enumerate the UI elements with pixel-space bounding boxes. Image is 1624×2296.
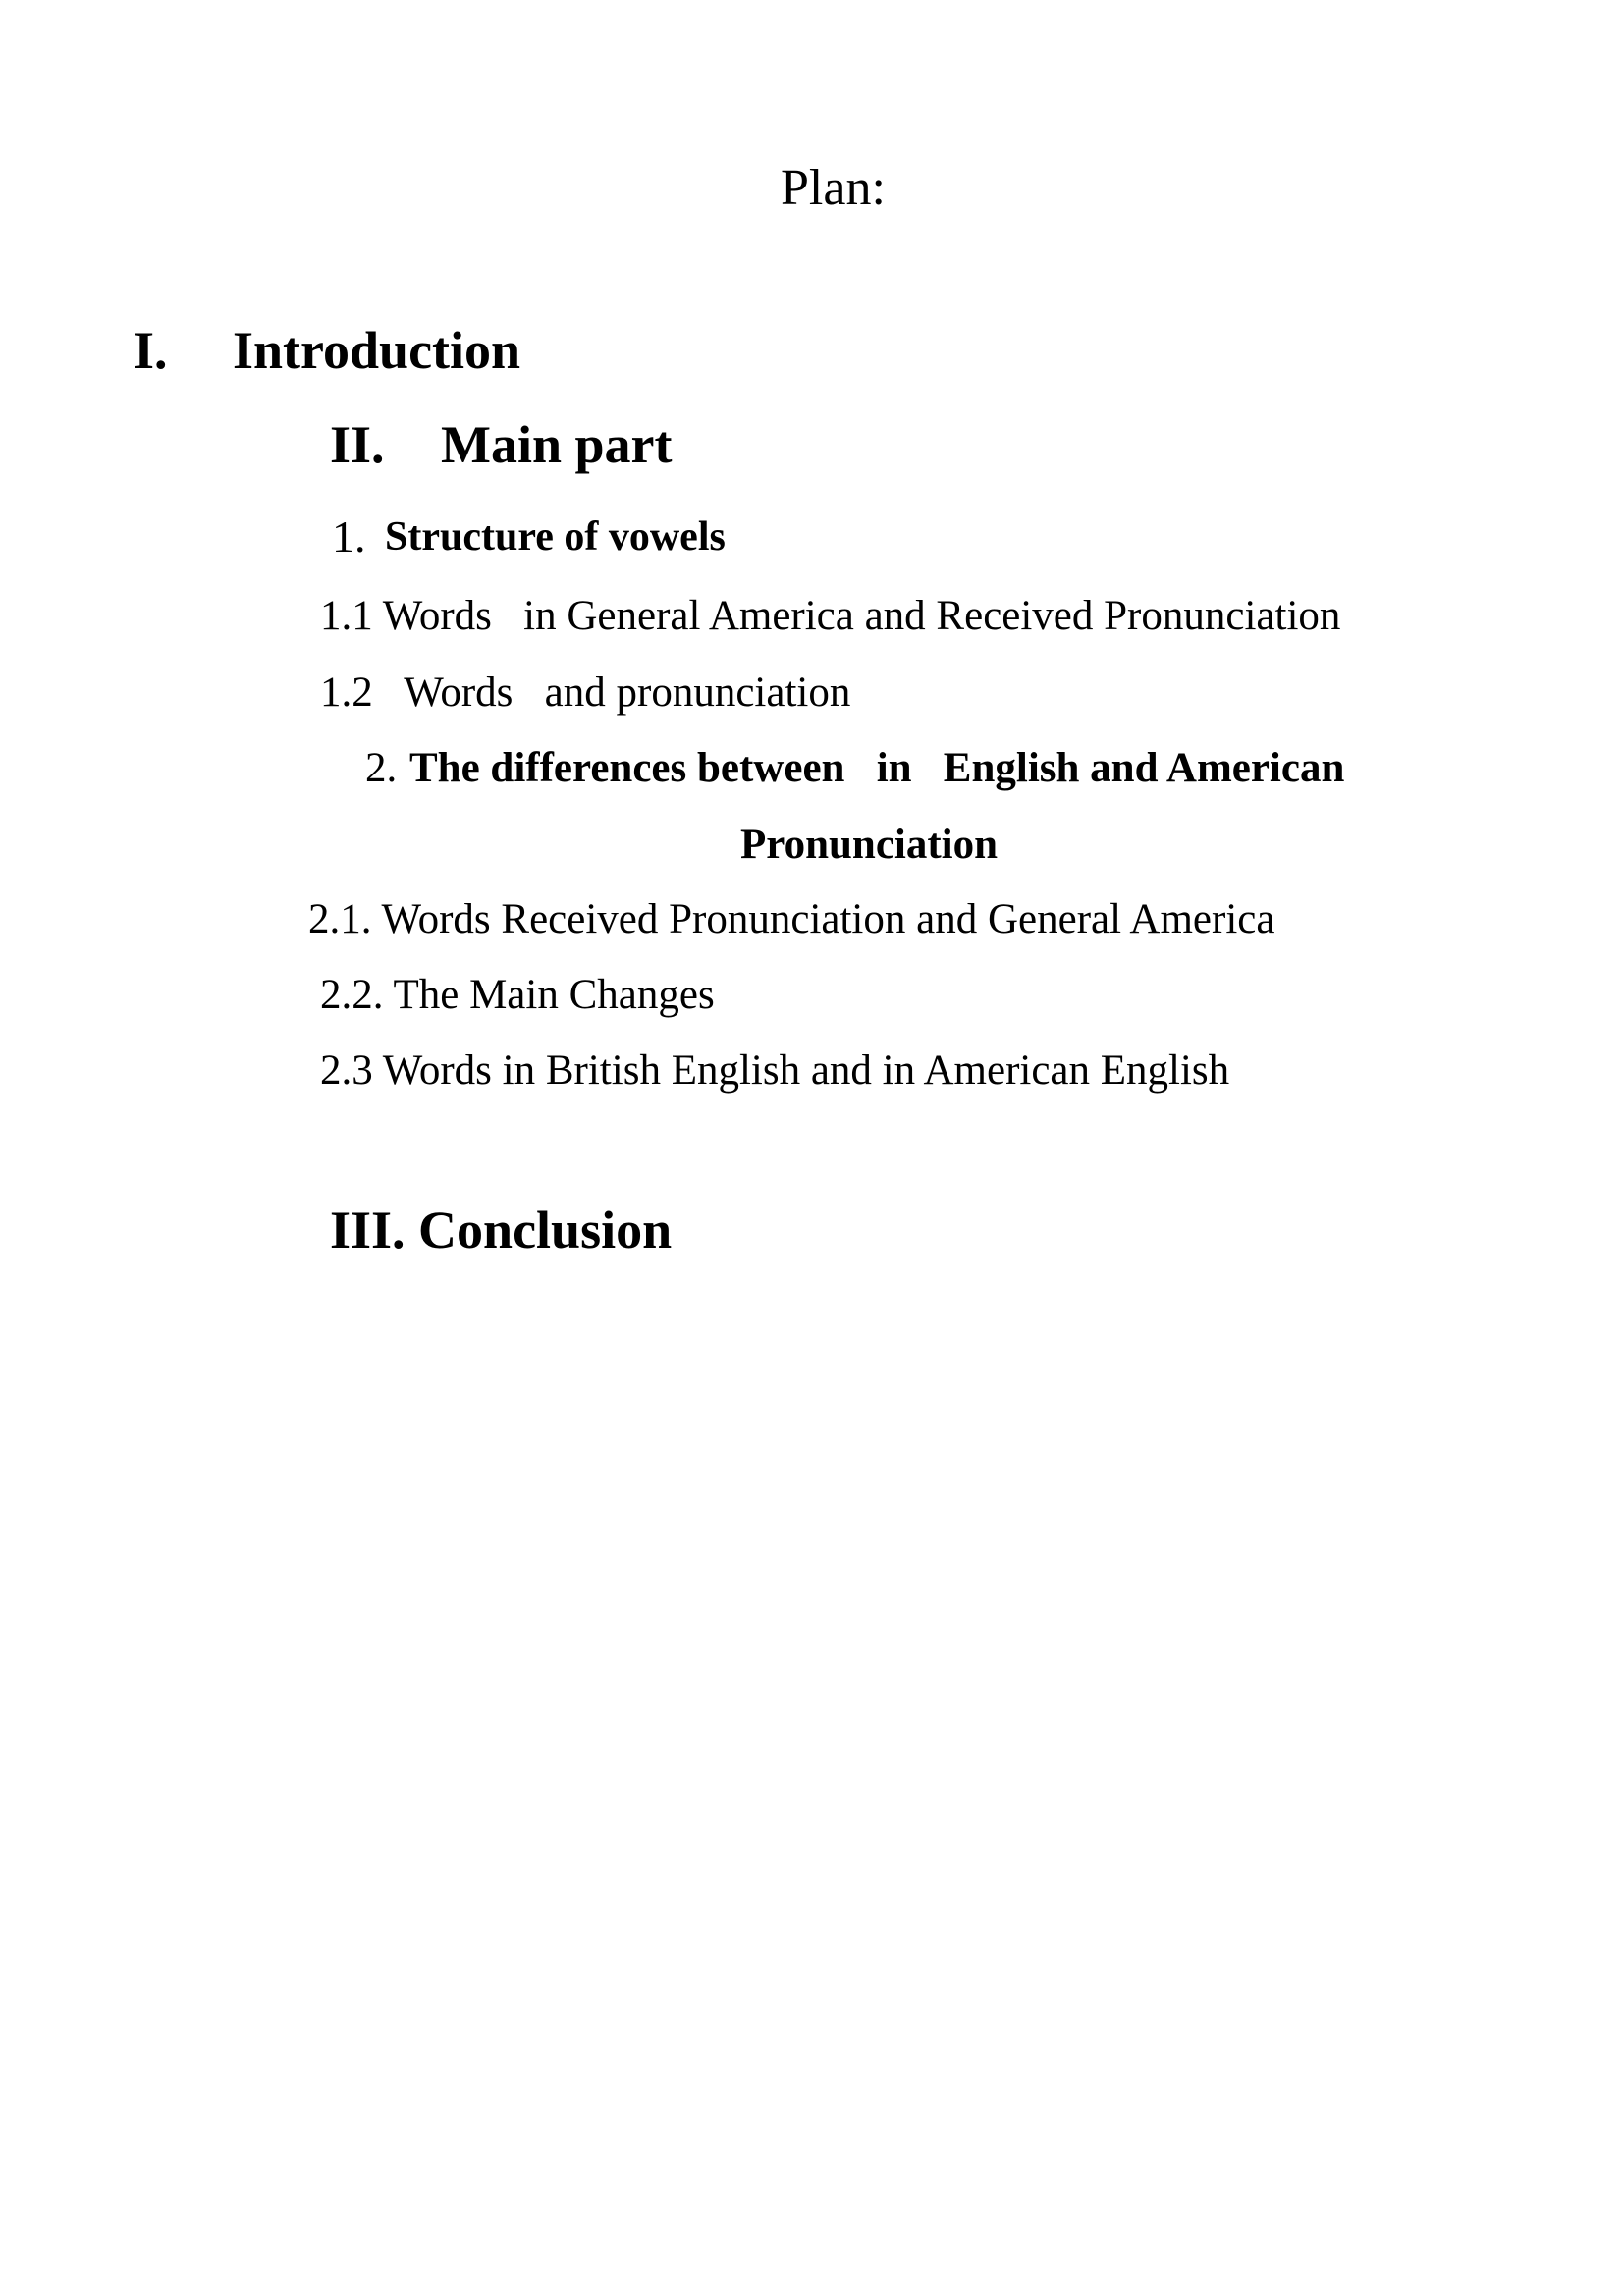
list-item-1-2: 1.2 Words and pronunciation	[320, 669, 851, 716]
section-2-number: II.	[330, 415, 385, 474]
list-item-1-1: 1.1 Words in General America and Received Pronunciation	[320, 593, 1341, 639]
section-2-title: Main part	[441, 415, 673, 474]
subsection-2-title-continued: Pronunciation	[740, 822, 999, 868]
subsection-2-number: 2.	[365, 745, 398, 791]
list-item-2-2: 2.2. The Main Changes	[320, 972, 715, 1018]
plan-title: Plan:	[781, 160, 886, 216]
subsection-2-title: The differences between in English and American	[409, 745, 1345, 791]
section-1-title: Introduction	[233, 321, 521, 380]
list-item-2-3: 2.3 Words in British English and in American English	[320, 1047, 1230, 1094]
subsection-1-title: Structure of vowels	[385, 514, 726, 560]
subsection-1-number: 1.	[332, 511, 366, 561]
section-1-number: I.	[134, 321, 168, 380]
list-item-2-1: 2.1. Words Received Pronunciation and General America	[308, 896, 1275, 942]
section-3-title: III. Conclusion	[330, 1201, 673, 1259]
